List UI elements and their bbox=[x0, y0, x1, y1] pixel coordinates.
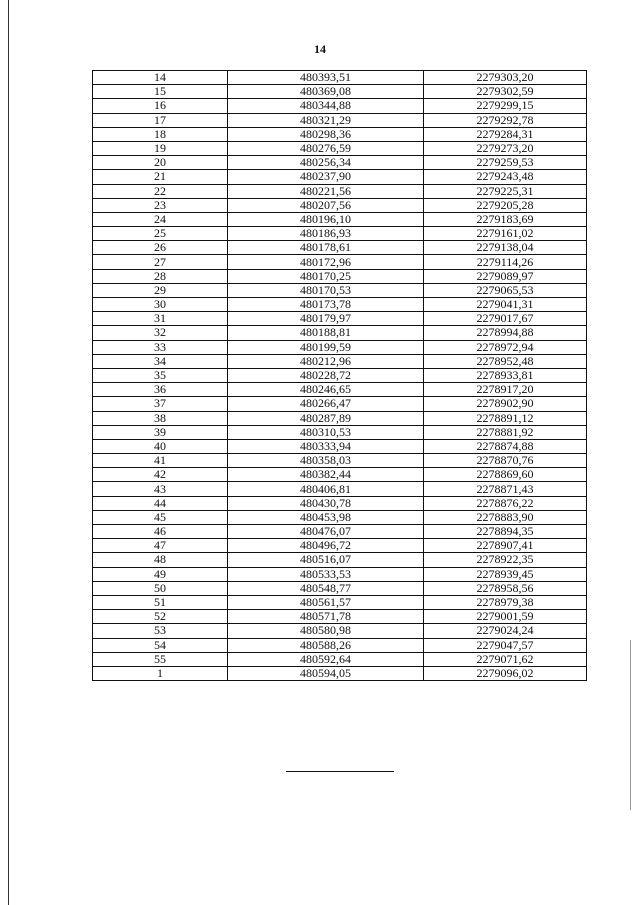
point-number-cell: 21 bbox=[93, 170, 228, 184]
point-number-cell: 53 bbox=[93, 624, 228, 638]
point-number-cell: 45 bbox=[93, 510, 228, 524]
y-coordinate-cell: 2279259,53 bbox=[424, 156, 587, 170]
x-coordinate-cell: 480173,78 bbox=[228, 298, 424, 312]
x-coordinate-cell: 480186,93 bbox=[228, 227, 424, 241]
table-row bbox=[93, 212, 587, 226]
x-coordinate-cell: 480266,47 bbox=[228, 397, 424, 411]
y-coordinate-cell: 2279225,31 bbox=[424, 184, 587, 198]
y-coordinate-cell: 2279065,53 bbox=[424, 283, 587, 297]
x-coordinate-cell: 480580,98 bbox=[228, 624, 424, 638]
table-row bbox=[93, 156, 587, 170]
table-row bbox=[93, 198, 587, 212]
x-coordinate-cell: 480228,72 bbox=[228, 368, 424, 382]
point-number-cell: 37 bbox=[93, 397, 228, 411]
y-coordinate-cell: 2278894,35 bbox=[424, 525, 587, 539]
point-number-cell: 22 bbox=[93, 184, 228, 198]
x-coordinate-cell: 480333,94 bbox=[228, 439, 424, 453]
y-coordinate-cell: 2278874,88 bbox=[424, 439, 587, 453]
table-row bbox=[93, 553, 587, 567]
table-row bbox=[93, 255, 587, 269]
table-row bbox=[93, 340, 587, 354]
x-coordinate-cell: 480369,08 bbox=[228, 85, 424, 99]
y-coordinate-cell: 2279114,26 bbox=[424, 255, 587, 269]
point-number-cell: 39 bbox=[93, 425, 228, 439]
table-row bbox=[93, 312, 587, 326]
y-coordinate-cell: 2278902,90 bbox=[424, 397, 587, 411]
x-coordinate-cell: 480207,56 bbox=[228, 198, 424, 212]
y-coordinate-cell: 2279024,24 bbox=[424, 624, 587, 638]
x-coordinate-cell: 480237,90 bbox=[228, 170, 424, 184]
x-coordinate-cell: 480406,81 bbox=[228, 482, 424, 496]
x-coordinate-cell: 480548,77 bbox=[228, 581, 424, 595]
table-row bbox=[93, 71, 587, 85]
y-coordinate-cell: 2278876,22 bbox=[424, 496, 587, 510]
y-coordinate-cell: 2279273,20 bbox=[424, 141, 587, 155]
table-row bbox=[93, 581, 587, 595]
point-number-cell: 54 bbox=[93, 638, 228, 652]
x-coordinate-cell: 480310,53 bbox=[228, 425, 424, 439]
table-row bbox=[93, 638, 587, 652]
x-coordinate-cell: 480170,53 bbox=[228, 283, 424, 297]
y-coordinate-cell: 2278881,92 bbox=[424, 425, 587, 439]
x-coordinate-cell: 480287,89 bbox=[228, 411, 424, 425]
table-row bbox=[93, 269, 587, 283]
y-coordinate-cell: 2279041,31 bbox=[424, 298, 587, 312]
point-number-cell: 1 bbox=[93, 666, 228, 680]
point-number-cell: 50 bbox=[93, 581, 228, 595]
point-number-cell: 29 bbox=[93, 283, 228, 297]
x-coordinate-cell: 480592,64 bbox=[228, 652, 424, 666]
y-coordinate-cell: 2279047,57 bbox=[424, 638, 587, 652]
table-row bbox=[93, 113, 587, 127]
x-coordinate-cell: 480594,05 bbox=[228, 666, 424, 680]
footer-rule bbox=[286, 771, 394, 772]
table-row bbox=[93, 411, 587, 425]
x-coordinate-cell: 480496,72 bbox=[228, 539, 424, 553]
y-coordinate-cell: 2279303,20 bbox=[424, 71, 587, 85]
point-number-cell: 34 bbox=[93, 354, 228, 368]
y-coordinate-cell: 2278939,45 bbox=[424, 567, 587, 581]
x-coordinate-cell: 480212,96 bbox=[228, 354, 424, 368]
x-coordinate-cell: 480393,51 bbox=[228, 71, 424, 85]
y-coordinate-cell: 2279299,15 bbox=[424, 99, 587, 113]
y-coordinate-cell: 2278907,41 bbox=[424, 539, 587, 553]
point-number-cell: 15 bbox=[93, 85, 228, 99]
table-row bbox=[93, 496, 587, 510]
table-row bbox=[93, 525, 587, 539]
point-number-cell: 49 bbox=[93, 567, 228, 581]
y-coordinate-cell: 2278891,12 bbox=[424, 411, 587, 425]
point-number-cell: 32 bbox=[93, 326, 228, 340]
x-coordinate-cell: 480199,59 bbox=[228, 340, 424, 354]
x-coordinate-cell: 480358,03 bbox=[228, 454, 424, 468]
point-number-cell: 18 bbox=[93, 127, 228, 141]
table-row bbox=[93, 510, 587, 524]
coordinates-table-body bbox=[93, 71, 587, 681]
point-number-cell: 43 bbox=[93, 482, 228, 496]
y-coordinate-cell: 2279096,02 bbox=[424, 666, 587, 680]
y-coordinate-cell: 2279001,59 bbox=[424, 610, 587, 624]
table-row bbox=[93, 666, 587, 680]
point-number-cell: 44 bbox=[93, 496, 228, 510]
table-row bbox=[93, 283, 587, 297]
y-coordinate-cell: 2278922,35 bbox=[424, 553, 587, 567]
x-coordinate-cell: 480476,07 bbox=[228, 525, 424, 539]
x-coordinate-cell: 480588,26 bbox=[228, 638, 424, 652]
y-coordinate-cell: 2278871,43 bbox=[424, 482, 587, 496]
table-row bbox=[93, 298, 587, 312]
point-number-cell: 47 bbox=[93, 539, 228, 553]
point-number-cell: 33 bbox=[93, 340, 228, 354]
table-row bbox=[93, 127, 587, 141]
y-coordinate-cell: 2279089,97 bbox=[424, 269, 587, 283]
y-coordinate-cell: 2278933,81 bbox=[424, 368, 587, 382]
table-row bbox=[93, 397, 587, 411]
point-number-cell: 26 bbox=[93, 241, 228, 255]
point-number-cell: 19 bbox=[93, 141, 228, 155]
point-number-cell: 55 bbox=[93, 652, 228, 666]
table-row bbox=[93, 482, 587, 496]
point-number-cell: 16 bbox=[93, 99, 228, 113]
y-coordinate-cell: 2279017,67 bbox=[424, 312, 587, 326]
table-row bbox=[93, 354, 587, 368]
x-coordinate-cell: 480188,81 bbox=[228, 326, 424, 340]
table-row bbox=[93, 595, 587, 609]
table-row bbox=[93, 383, 587, 397]
point-number-cell: 14 bbox=[93, 71, 228, 85]
point-number-cell: 52 bbox=[93, 610, 228, 624]
table-row bbox=[93, 468, 587, 482]
point-number-cell: 41 bbox=[93, 454, 228, 468]
point-number-cell: 24 bbox=[93, 212, 228, 226]
table-row bbox=[93, 368, 587, 382]
x-coordinate-cell: 480453,98 bbox=[228, 510, 424, 524]
x-coordinate-cell: 480321,29 bbox=[228, 113, 424, 127]
x-coordinate-cell: 480430,78 bbox=[228, 496, 424, 510]
point-number-cell: 20 bbox=[93, 156, 228, 170]
table-row bbox=[93, 624, 587, 638]
table-row bbox=[93, 141, 587, 155]
x-coordinate-cell: 480221,56 bbox=[228, 184, 424, 198]
table-row bbox=[93, 439, 587, 453]
y-coordinate-cell: 2279205,28 bbox=[424, 198, 587, 212]
y-coordinate-cell: 2278972,94 bbox=[424, 340, 587, 354]
y-coordinate-cell: 2278958,56 bbox=[424, 581, 587, 595]
y-coordinate-cell: 2279161,02 bbox=[424, 227, 587, 241]
point-number-cell: 23 bbox=[93, 198, 228, 212]
y-coordinate-cell: 2279284,31 bbox=[424, 127, 587, 141]
x-coordinate-cell: 480561,57 bbox=[228, 595, 424, 609]
y-coordinate-cell: 2278952,48 bbox=[424, 354, 587, 368]
point-number-cell: 31 bbox=[93, 312, 228, 326]
table-row bbox=[93, 567, 587, 581]
y-coordinate-cell: 2279243,48 bbox=[424, 170, 587, 184]
x-coordinate-cell: 480170,25 bbox=[228, 269, 424, 283]
table-row bbox=[93, 99, 587, 113]
point-number-cell: 35 bbox=[93, 368, 228, 382]
table-row bbox=[93, 610, 587, 624]
x-coordinate-cell: 480533,53 bbox=[228, 567, 424, 581]
x-coordinate-cell: 480179,97 bbox=[228, 312, 424, 326]
y-coordinate-cell: 2278870,76 bbox=[424, 454, 587, 468]
x-coordinate-cell: 480571,78 bbox=[228, 610, 424, 624]
y-coordinate-cell: 2278869,60 bbox=[424, 468, 587, 482]
table-row bbox=[93, 241, 587, 255]
point-number-cell: 40 bbox=[93, 439, 228, 453]
y-coordinate-cell: 2278979,38 bbox=[424, 595, 587, 609]
table-row bbox=[93, 652, 587, 666]
point-number-cell: 36 bbox=[93, 383, 228, 397]
table-row bbox=[93, 85, 587, 99]
coordinates-table bbox=[92, 70, 587, 681]
point-number-cell: 51 bbox=[93, 595, 228, 609]
y-coordinate-cell: 2279302,59 bbox=[424, 85, 587, 99]
table-row bbox=[93, 184, 587, 198]
x-coordinate-cell: 480344,88 bbox=[228, 99, 424, 113]
y-coordinate-cell: 2278883,90 bbox=[424, 510, 587, 524]
point-number-cell: 42 bbox=[93, 468, 228, 482]
x-coordinate-cell: 480256,34 bbox=[228, 156, 424, 170]
table-row bbox=[93, 539, 587, 553]
x-coordinate-cell: 480298,36 bbox=[228, 127, 424, 141]
x-coordinate-cell: 480382,44 bbox=[228, 468, 424, 482]
y-coordinate-cell: 2279071,62 bbox=[424, 652, 587, 666]
page-number: 14 bbox=[314, 42, 326, 56]
point-number-cell: 25 bbox=[93, 227, 228, 241]
x-coordinate-cell: 480246,65 bbox=[228, 383, 424, 397]
x-coordinate-cell: 480172,96 bbox=[228, 255, 424, 269]
point-number-cell: 27 bbox=[93, 255, 228, 269]
y-coordinate-cell: 2278917,20 bbox=[424, 383, 587, 397]
table-row bbox=[93, 227, 587, 241]
page-edge-right bbox=[630, 640, 631, 810]
table-row bbox=[93, 170, 587, 184]
y-coordinate-cell: 2279183,69 bbox=[424, 212, 587, 226]
x-coordinate-cell: 480276,59 bbox=[228, 141, 424, 155]
point-number-cell: 38 bbox=[93, 411, 228, 425]
y-coordinate-cell: 2279292,78 bbox=[424, 113, 587, 127]
x-coordinate-cell: 480516,07 bbox=[228, 553, 424, 567]
y-coordinate-cell: 2279138,04 bbox=[424, 241, 587, 255]
y-coordinate-cell: 2278994,88 bbox=[424, 326, 587, 340]
point-number-cell: 46 bbox=[93, 525, 228, 539]
point-number-cell: 17 bbox=[93, 113, 228, 127]
table-row bbox=[93, 326, 587, 340]
point-number-cell: 30 bbox=[93, 298, 228, 312]
point-number-cell: 28 bbox=[93, 269, 228, 283]
x-coordinate-cell: 480196,10 bbox=[228, 212, 424, 226]
page-edge-left bbox=[8, 0, 9, 905]
point-number-cell: 48 bbox=[93, 553, 228, 567]
x-coordinate-cell: 480178,61 bbox=[228, 241, 424, 255]
table-row bbox=[93, 425, 587, 439]
table-row bbox=[93, 454, 587, 468]
